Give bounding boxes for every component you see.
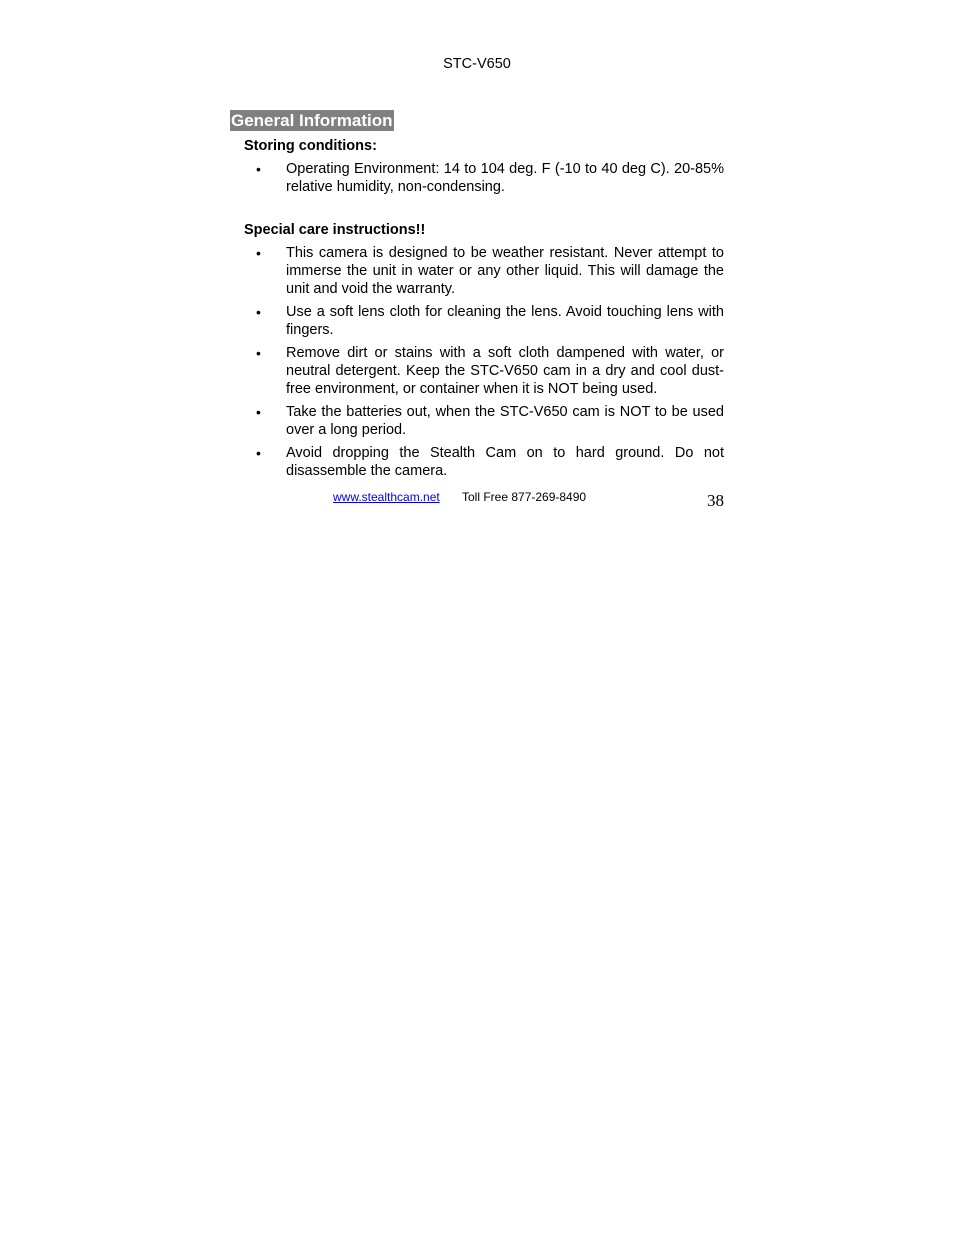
list-item: [230, 344, 724, 398]
bullet-icon: •: [256, 404, 261, 420]
bullet-icon: •: [256, 245, 261, 261]
bullet-icon: •: [256, 304, 261, 320]
page-number: 38: [707, 491, 724, 510]
list-item: [230, 244, 724, 298]
list-item-text: Operating Environment: 14 to 104 deg. F (-10 to 40 deg C). 20-85% relative humidity, non-condensing.: [286, 161, 724, 195]
bullet-icon: •: [256, 445, 261, 461]
section-title: General Information: [231, 111, 393, 130]
special-care-list: [230, 244, 724, 480]
bullet-icon: •: [256, 345, 261, 361]
list-item-text: Use a soft lens cloth for cleaning the lens. Avoid touching lens with fingers.: [286, 304, 724, 338]
list-item: [230, 160, 724, 196]
special-care-heading: Special care instructions!!: [244, 222, 426, 238]
page-footer: [230, 490, 724, 514]
page-content: [230, 110, 724, 485]
storing-conditions-list: [230, 160, 724, 196]
storing-conditions-heading: Storing conditions:: [244, 138, 377, 154]
list-item: [230, 444, 724, 480]
model-name: STC-V650: [443, 56, 511, 72]
list-item-text: Take the batteries out, when the STC-V650 cam is NOT to be used over a long period.: [286, 404, 724, 438]
website-link[interactable]: www.stealthcam.net: [333, 490, 440, 504]
list-item-text: This camera is designed to be weather resistant. Never attempt to immerse the unit in water or any other liquid. This will damage the unit and void the warranty.: [286, 245, 724, 297]
page-header: [0, 56, 954, 72]
list-item-text: Avoid dropping the Stealth Cam on to hard ground. Do not disassemble the camera.: [286, 445, 724, 479]
list-item: [230, 403, 724, 439]
list-item-text: Remove dirt or stains with a soft cloth dampened with water, or neutral detergent. Keep the STC-V650 cam in a dry and cool dust-free environment, or container when it is NOT being used.: [286, 345, 724, 397]
list-item: [230, 303, 724, 339]
bullet-icon: •: [256, 161, 261, 177]
toll-free-number: Toll Free 877-269-8490: [462, 490, 587, 504]
